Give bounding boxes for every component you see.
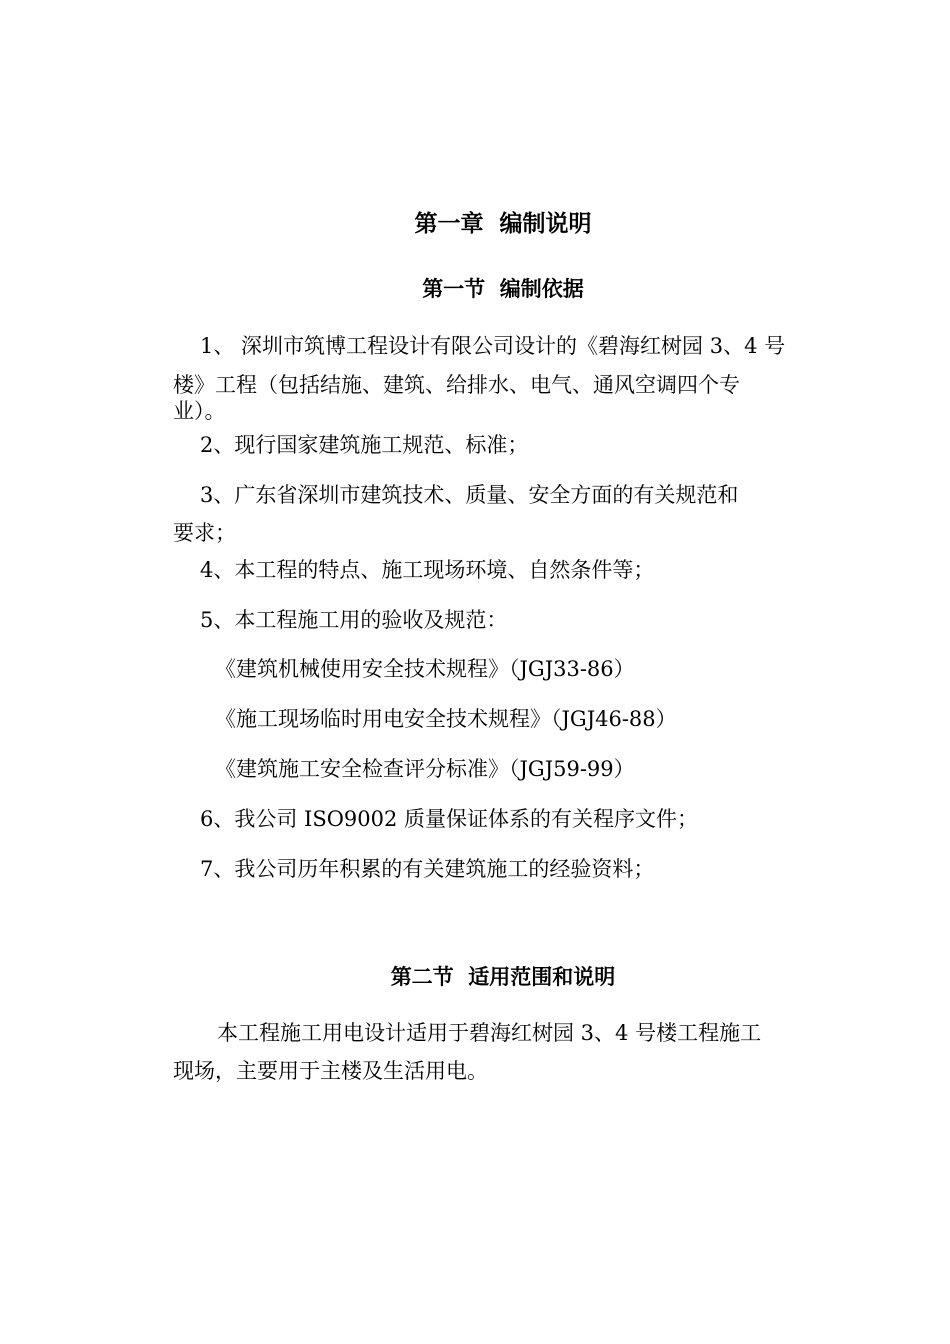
basis-item-7 <box>173 856 833 882</box>
standard-item-jgj46 <box>173 706 833 732</box>
section-title-scope: 第二节 适用范围和说明 <box>390 965 616 989</box>
scope-line-2: 现场，主要用于主楼及生活用电。 <box>173 1059 488 1083</box>
basis-item-3-line-2: 要求； <box>173 521 236 545</box>
basis-item-3 <box>173 482 833 546</box>
basis-item-3-line-1: 3、广东省深圳市建筑技术、质量、安全方面的有关规范和 <box>200 483 739 507</box>
section-title-basis: 第一节 编制依据 <box>422 277 584 301</box>
basis-item-2 <box>173 432 833 458</box>
basis-item-1 <box>173 333 833 424</box>
basis-item-4 <box>173 557 833 583</box>
standard-jgj59-text: 《建筑施工安全检查评分标准》（JGJ59-99） <box>215 757 635 781</box>
standard-item-jgj33 <box>173 656 833 682</box>
basis-item-7-line-1: 7、我公司历年积累的有关建筑施工的经验资料； <box>200 857 655 881</box>
scope-paragraph <box>173 1020 833 1084</box>
basis-item-2-line-1: 2、现行国家建筑施工规范、标准； <box>200 433 529 457</box>
standard-item-jgj59 <box>173 756 833 782</box>
basis-item-4-line-1: 4、本工程的特点、施工现场环境、自然条件等； <box>200 558 655 582</box>
basis-item-6 <box>173 806 833 832</box>
basis-item-6-line-1: 6、我公司 ISO9002 质量保证体系的有关程序文件； <box>200 807 699 831</box>
basis-item-5-line-1: 5、本工程施工用的验收及规范： <box>200 608 508 632</box>
basis-item-1-line-2: 楼》工程（包括结施、建筑、给排水、电气、通风空调四个专 <box>173 373 740 397</box>
chapter-title: 第一章 编制说明 <box>414 211 592 237</box>
standard-jgj33-text: 《建筑机械使用安全技术规程》（JGJ33-86） <box>215 657 635 681</box>
basis-item-1-line-1: 1、 深圳市筑博工程设计有限公司设计的《碧海红树园 3、4 号 <box>200 334 786 358</box>
basis-item-1-line-3: 业）。 <box>173 399 226 423</box>
standard-jgj46-text: 《施工现场临时用电安全技术规程》（JGJ46-88） <box>215 707 677 731</box>
basis-item-5 <box>173 607 833 633</box>
scope-line-1: 本工程施工用电设计适用于碧海红树园 3、4 号楼工程施工 <box>217 1021 762 1045</box>
